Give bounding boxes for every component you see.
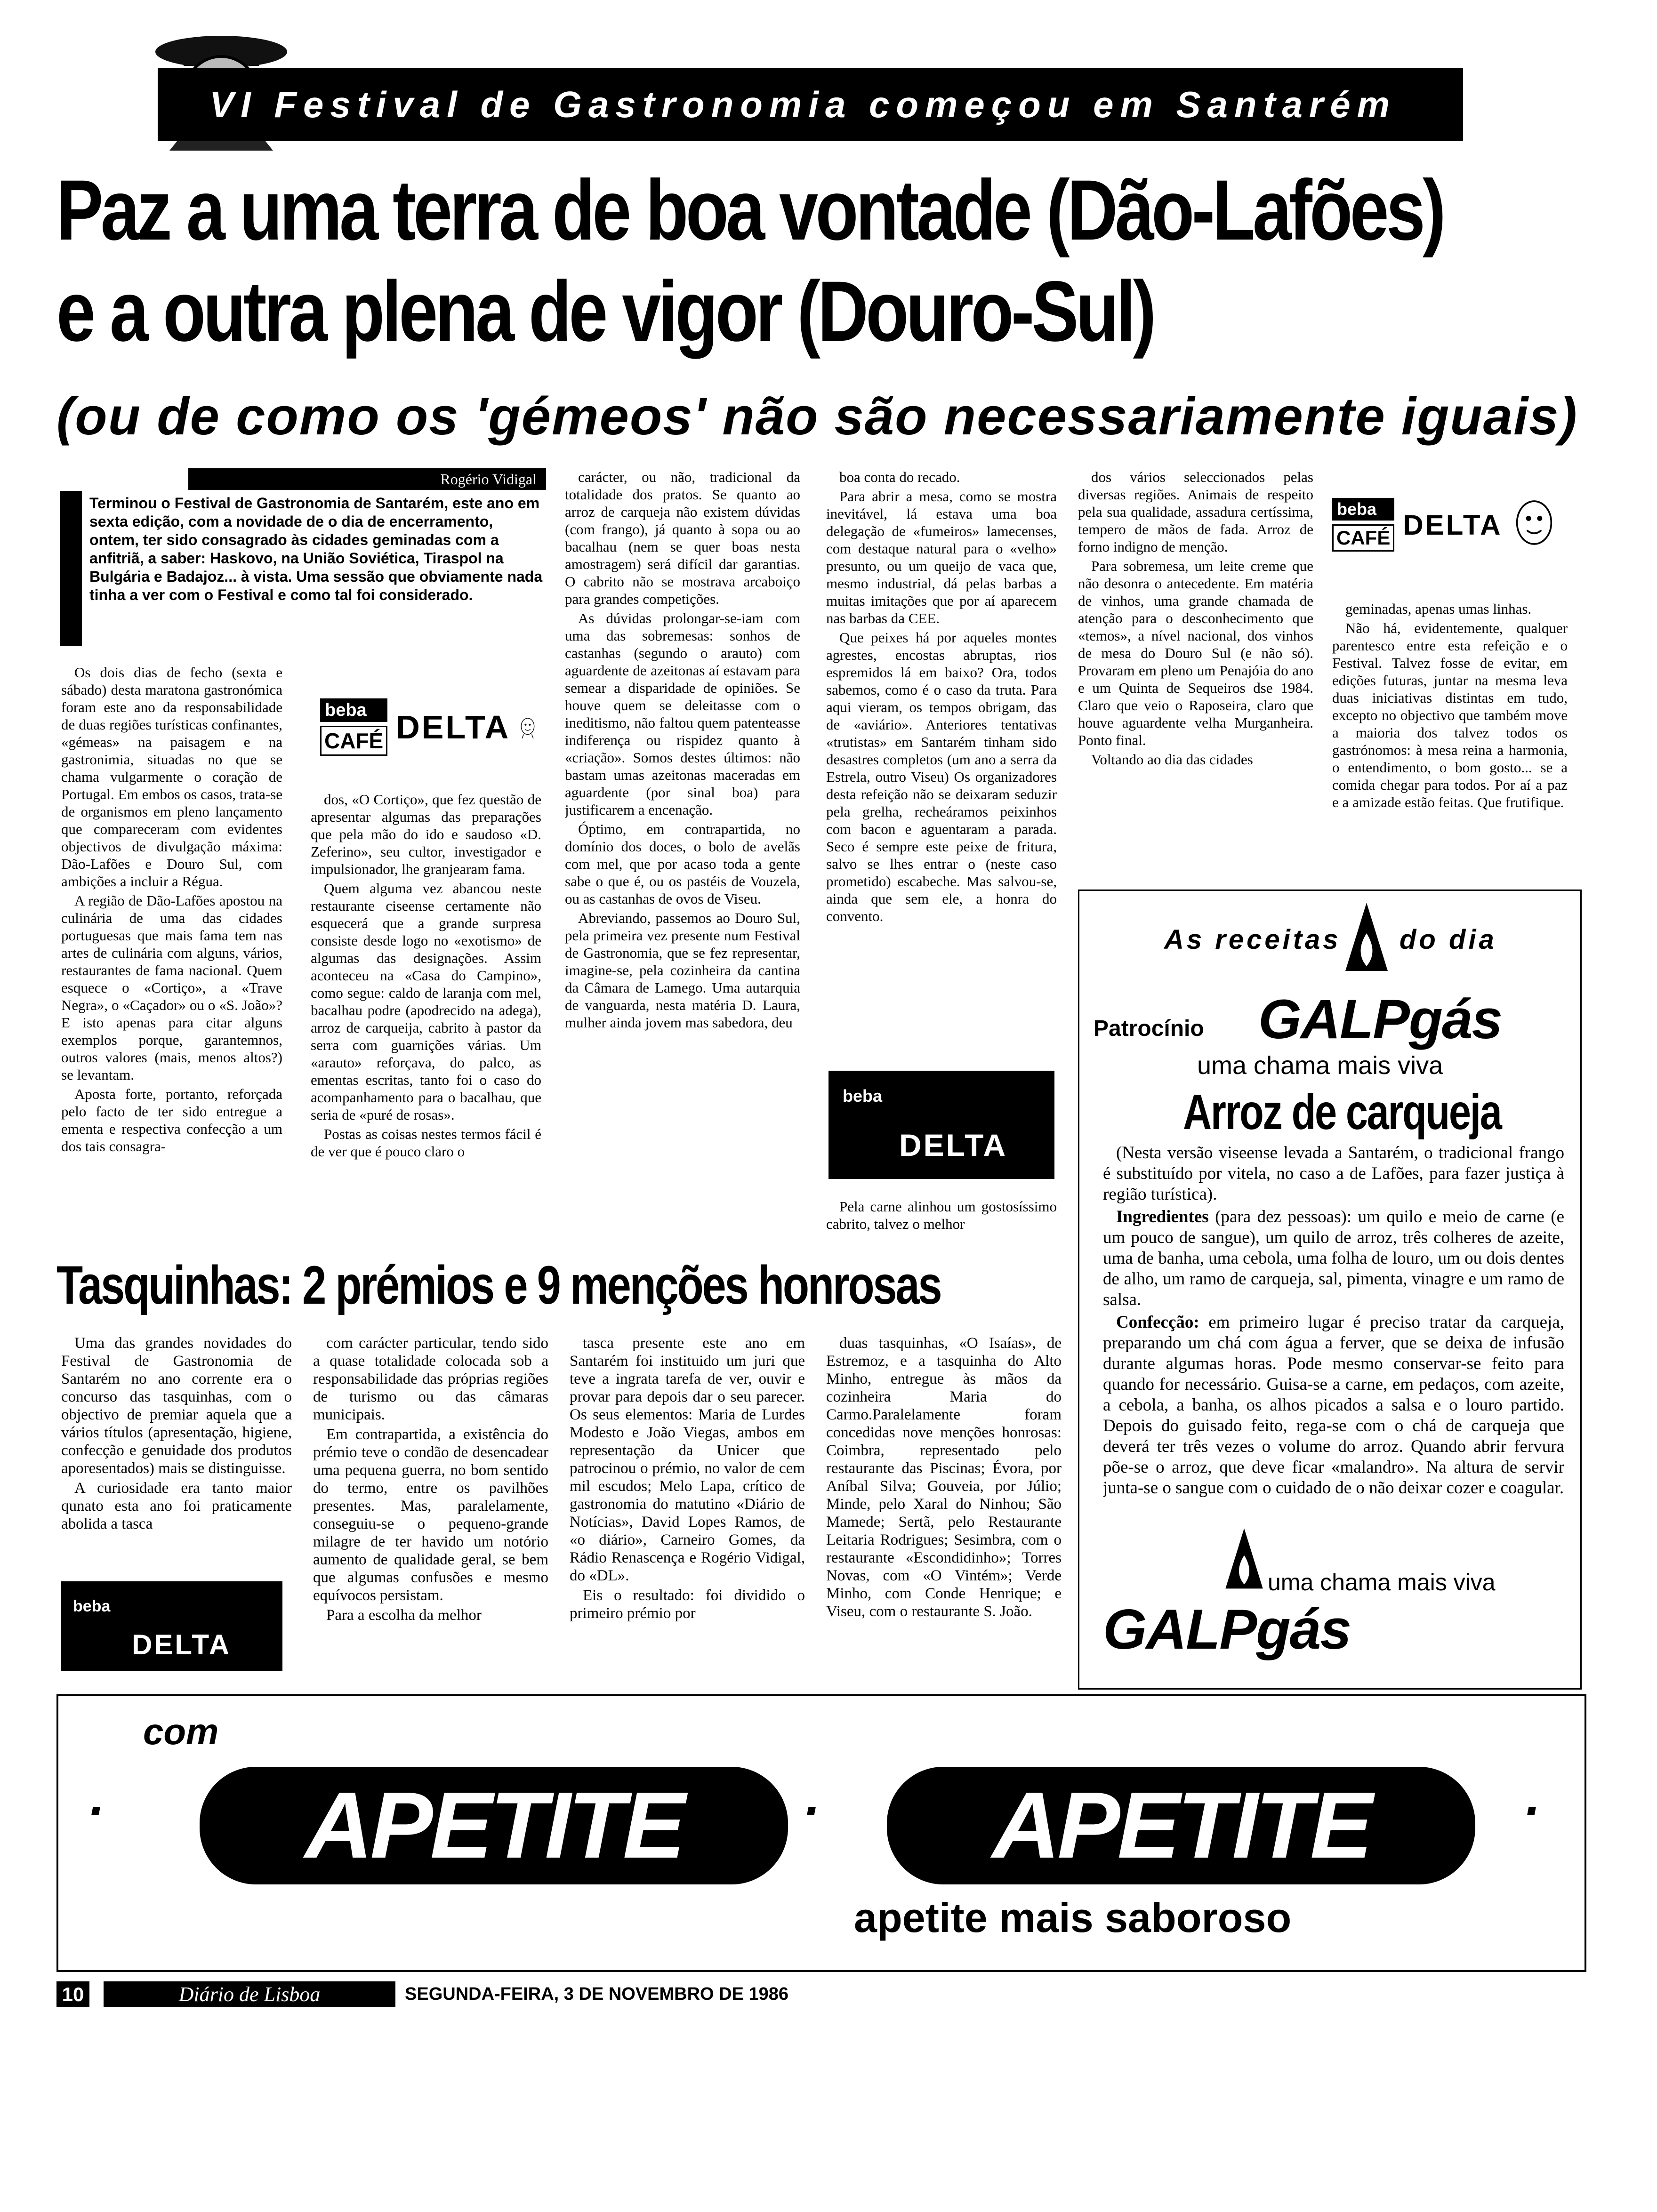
apetite-dot: · [1522, 1782, 1540, 1840]
byline: Rogério Vidigal [188, 468, 546, 490]
paragraph: A região de Dão-Lafões apostou na culinária de uma das cidades portuguesas que mais fama tem nas artes de culinária com alguns, vários, restaurantes de fama nacional. Quem esquece o «Cortiço», a «Trave Negra», o «Caçador» ou o «S. João»? E isto apenas para citar alguns exemplos porque, garantemnos, outros valores (mais, menos altos?) se levantam. [61, 892, 282, 1083]
paragraph: dos vários seleccionados pelas diversas regiões. Animais de respeito pela sua qualidade, assadura certíssima, tempero de mãos de fada. Arroz de forno indigno de menção. [1078, 469, 1313, 555]
paragraph: Voltando ao dia das cidades [1091, 751, 1253, 768]
ad-beba-label: beba [320, 698, 387, 722]
ad-beba-label: beba [838, 1085, 887, 1107]
ingredients-label: Ingredientes [1116, 1207, 1209, 1226]
article-column-3 [565, 468, 800, 1240]
recipe-intro: (Nesta versão viseense levada a Santarém, o tradicional frango é substituído por vitela, no caso a de Lafões, para fazer justiça à região turística). [1103, 1143, 1564, 1204]
drop-cap-bar [60, 491, 82, 646]
delta-coffee-ad-small [1332, 468, 1568, 581]
paragraph: Óptimo, em contrapartida, no domínio dos doces, o bolo de avelãs com mel, que por acaso toda a gente sabe o que é, ou os pastéis de Vouzela, ou as castanhas de ovos de Viseu. [565, 821, 800, 907]
article-column-4 [826, 468, 1057, 1052]
recipe-header-right: do dia [1400, 924, 1497, 955]
flame-icon [1221, 1526, 1268, 1597]
tasquinhas-column-1 [61, 1334, 292, 1574]
apetite-slogan: apetite mais saboroso [854, 1894, 1292, 1941]
headline-line-1: Paz a uma terra de boa vontade (Dão-Lafões) [56, 162, 1444, 258]
ingredients-text: (para dez pessoas): um quilo e meio de carne (e um pouco de sangue), um quilo de arroz, três colheres de azeite, uma de banha, uma cebola, uma folha de louro, um ou dois dentes de alho, um ramo de carqueja, sal, pimenta, vinagre e um ramo de salsa. [1103, 1207, 1564, 1309]
galp-brand-logo: GALPgás [1258, 988, 1502, 1050]
article-column-1 [61, 664, 282, 1238]
paragraph: Para a escolha da melhor [326, 1607, 482, 1624]
galp-footer-logo: GALPgás [1103, 1598, 1351, 1661]
paragraph: A curiosidade era tanto maior qunato esta ano foi praticamente abolida a tasca [61, 1480, 292, 1532]
coffee-mascot-icon [519, 692, 537, 762]
apetite-logo-2: APETITE [887, 1767, 1475, 1884]
paragraph: tasca presente este ano em Santarém foi instituido um juri que teve a ingrata tarefa de ver, ouvir e provar para depois dar o seu parecer. Os seus elementos: Maria de Lurdes Modesto e João Viegas, ambos em representação da Unicer que patrocinou o prémio, no valor de cem mil escudos; Melo Lapa, crítico de gastronomia do matutino «Diário de Notícias», David Lopes Ramos, de «o diário», Carneiro Gomes, da Rádio Renascença e Rogério Vidigal, do «DL». [570, 1335, 805, 1584]
paragraph: geminadas, apenas umas linhas. [1345, 601, 1532, 617]
paragraph: Postas as coisas nestes termos fácil é de ver que é pouco claro o [311, 1126, 541, 1160]
ad-beba-label: beba [1332, 498, 1394, 521]
page-footer [56, 1981, 1586, 2010]
issue-date: SEGUNDA-FEIRA, 3 DE NOVEMBRO DE 1986 [405, 1984, 789, 2004]
paragraph: duas tasquinhas, «O Isaías», de Estremoz, e a tasquinha do Alto Minho, entregue às mãos da cozinheira Maria do Carmo.Paralelamente foram concedidas nove menções honrosas: Coimbra, representado pelo restaurante das Piscinas; Évora, por Aníbal Silva; Gouveia, por Júlio; Minde, pelo Xaral do Ninhou; São Mamede; Sertã, pelo Restaurante Leitaria Rodrigues; Sesimbra, com o restaurante «Escondidinho»; Torres Novas, com «O Vintém»; Verde Minho, com Conde Henrique; e Viseu, com o restaurante S. João. [826, 1335, 1062, 1620]
sponsor-label: Patrocínio [1094, 1016, 1204, 1041]
paragraph: Para abrir a mesa, como se mostra inevitável, lá estava uma boa delegação de «fumeiros» lamecenses, com destaque natural para o «velho» presunto, ou um queijo de vaca que, mesmo industrial, dá pelas barbas a muitas imitações que por aí aparecem nas barbas da CEE. [826, 488, 1057, 626]
ad-delta-brand: DELTA [1403, 509, 1503, 541]
tasquinhas-column-3 [570, 1334, 805, 1673]
ad-delta-brand: DELTA [132, 1629, 232, 1660]
paragraph: dos, «O Cortiço», que fez questão de apresentar algumas das preparações que pela mão do ido e saudoso «D. Zeferino», seu cultor, investigador e impulsionador, lhe granjearam fama. [311, 791, 541, 877]
apetite-logo-1: APETITE [200, 1767, 788, 1884]
recipe-box [1078, 890, 1582, 1690]
lead-paragraph: Terminou o Festival de Gastronomia de Santarém, este ano em sexta edição, com a novidade de o dia de encerramento, ontem, ter sido consagrado às cidades geminadas com a anfitriã, a saber: Haskovo, na União Soviética, Tiraspol na Bulgária e Badajoz... à vista. Uma sessão que obviamente nada tinha a ver com o Festival e como tal foi considerado. [89, 495, 543, 603]
paragraph: com carácter particular, tendo sido a quase totalidade colocada sob a responsabilidade das próprias regiões de turismo ou das câmaras municipais. [313, 1335, 548, 1423]
paragraph: Pela carne alinhou um gostosíssimo cabrito, talvez o melhor [826, 1198, 1057, 1232]
headline-line-2: e a outra plena de vigor (Douro-Sul) [56, 263, 1154, 359]
recipe-text [1103, 1143, 1564, 1500]
section-banner: VI Festival de Gastronomia começou em Santarém [158, 68, 1463, 141]
apetite-com: com [143, 1711, 219, 1752]
ad-cafe-label: CAFÉ [1332, 524, 1394, 552]
ad-delta-brand: DELTA [899, 1128, 1008, 1162]
flame-icon [1341, 900, 1392, 980]
recipe-ingredients [1103, 1207, 1564, 1310]
ad-cafe-label: CAFÉ [320, 726, 387, 756]
tasquinhas-column-2 [313, 1334, 548, 1673]
paragraph: Abreviando, passemos ao Douro Sul, pela primeira vez presente num Festival de Gastronomia, que se fez representar, imagine-se, pela cozinheira da cantina da Câmara de Lamego. Uma autarquia de vanguarda, nesta matéria D. Laura, mulher ainda jovem mas sabedora, deu [565, 910, 800, 1031]
paragraph: As dúvidas prolongar-se-iam com uma das sobremesas: sonhos de castanhas (segundo o arauto) com aguardente de azeitonas aí estavam para semear a disparidade de opiniões. Se houve quem se deleitasse com o ineditismo, não faltou quem patenteasse indiferença ou rispidez quanto à «criação». Somos destes últimos: não bastam umas azeitonas maceradas em aguardente (por sinal boa) para justificarem a encenação. [565, 610, 800, 818]
article-column-6 [1332, 600, 1568, 878]
galp-tagline: uma chama mais viva [1197, 1051, 1443, 1080]
article-column-4-tail [826, 1198, 1057, 1240]
paragraph: Que peixes há por aqueles montes agrestes, encostas abruptas, rios espremidos lá em baixo? Ora, todos sabemos, como é o caso da truta. Para aqui vieram, os tempos obrigam, das de «aviário». Anteriores tentativas «trutistas» em Santarém tinham sido desastres completos (um ano a serra da Estrela, outro Viseu) Os organizadores desta refeição não se deixaram seduzir pela grelha, recheáramos peixinhos com bacon e aguentaram a parada. Seco é sempre este peixe de fritura, salvo se lhes entrar o (neste caso prometido) escabeche. Mas salvou-se, ainda que sem ele, a honra do convento. [826, 629, 1057, 924]
paragraph: Em contrapartida, a existência do prémio teve o condão de desencadear uma pequena guerra, no bom sentido do termo, entre os pavilhões presentes. Mas, paralelamente, conseguiu-se o pequeno-grande milagre de ter havido um notório aumento de qualidade geral, se bem que algumas confusões e mesmo equívocos persistam. [313, 1426, 548, 1604]
recipe-header-left: As receitas [1164, 924, 1341, 955]
article-column-5 [1078, 468, 1313, 873]
paragraph: Não há, evidentemente, qualquer parentesco entre esta refeição e o Festival. Talvez fosse de evitar, em edições futuras, juntar na mesma leva duas iniciativas distintas em tudo, excepto no objectivo que também move a maioria dos talvez todos os gastrónomos: à mesa reina a harmonia, o entendimento, o bom gosto... se a comida chegar para todos. Por aí a paz e a amizade estão feitas. Que frutifique. [1332, 620, 1568, 810]
subheadline: (ou de como os 'gémeos' não são necessariamente iguais) [56, 387, 1578, 446]
article-column-2 [311, 791, 541, 1238]
galp-footer-tagline: uma chama mais viva [1268, 1569, 1496, 1595]
paragraph: Os dois dias de fecho (sexta e sábado) desta maratona gastronómica foram este ano da responsabilidade de duas regiões turísticas confinantes, «gémeas» na paisagem e na gastronimia, situadas no que se chama vulgarmente o coração de Portugal. Em embos os casos, trata-se de organismos em pleno lançamento que compareceram com evidentes objectivos de divulgação máxima: Dão-Lafões e Douro Sul, com ambições a incluir a Régua. [61, 664, 282, 890]
paragraph: boa conta do recado. [839, 469, 960, 485]
delta-coffee-ad-dark [61, 1581, 282, 1671]
recipe-method [1103, 1312, 1564, 1499]
tasquinhas-title: Tasquinhas: 2 prémios e 9 menções honrosas [56, 1255, 941, 1315]
confeccao-label: Confecção: [1116, 1313, 1199, 1332]
paragraph: Uma das grandes novidades do Festival de Gastronomia de Santarém no ano corrente era o concurso das tasquinhas, com o objectivo de premiar aquela que a vários títulos (apresentação, higiene, confecção e genuidade dos produtos aporesentados) mais se distinguisse. [61, 1335, 292, 1477]
apetite-dot: · [87, 1782, 104, 1840]
paragraph: Eis o resultado: foi dividido o primeiro prémio por [570, 1587, 805, 1622]
ad-delta-brand: DELTA [396, 709, 511, 745]
paragraph: Para sobremesa, um leite creme que não desonra o antecedente. Em matéria de vinhos, uma grande chamada de atenção para o desconhecimento que «temos», a nível nacional, dos vinhos de mesa do Douro Sul (e não só). Provaram em pleno um Penajóia do ano e um Quinta de Sequeiros dse 1984. Claro que veio o Raposeira, claro que houve aguardente velha Murganheira. Ponto final. [1078, 558, 1313, 748]
delta-coffee-ad-dark [828, 1071, 1054, 1179]
page-number: 10 [56, 1981, 89, 2007]
paragraph: Aposta forte, portanto, reforçada pelo facto de ter sido entregue a ementa e respectiva confecção a um dos tais consagra- [61, 1086, 282, 1154]
ad-beba-label: beba [68, 1595, 115, 1617]
confeccao-text: em primeiro lugar é preciso tratar da carqueja, preparando um chá com água a ferver, que se deixa de infusão durante algumas horas. Pode mesmo conservar-se feito para quando for necessário. Guisa-se a carne, em pedaços, com azeite, a cebola, a banha, os alhos picados a salsa e o louro partido. Depois do guisado feito, rega-se com o chá de carqueja que deverá ter três vezes o volume do arroz. Quando abrir fervura põe-se o arroz, que deve ficar «malandro». Na altura de servir junta-se o sangue com o cuidado de o não deixar cozer e coagular. [1103, 1313, 1564, 1498]
tasquinhas-column-4 [826, 1334, 1062, 1673]
coffee-mascot-icon [1511, 489, 1558, 560]
recipe-title: Arroz de carqueja [1183, 1084, 1501, 1140]
delta-coffee-ad [320, 680, 537, 774]
apetite-dot: · [802, 1782, 820, 1840]
paragraph: carácter, ou não, tradicional da totalidade dos pratos. Se quanto ao arroz de carqueja não existem dúvidas (com frango), já quanto à sopa ou ao bacalhau (nem se quer boas nesta amostragem) será difícil dar garantias. O cabrito não se mostrava arcaboiço para grandes competições. [565, 469, 800, 607]
apetite-ad [56, 1694, 1586, 1972]
newspaper-name: Diário de Lisboa [104, 1981, 395, 2007]
paragraph: Quem alguma vez abancou neste restaurante ciseense certamente não esquecerá que a grande surpresa consiste desde logo no «exotismo» de algumas das designações. Assim aconteceu na «Casa do Campino», como segue: caldo de laranja com mel, bacalhau podre (apodrecido na adega), arroz de carqueija, cabrito à pastor da serra com guarnições várias. Um «arauto» reforçava, do palco, as ementas escritas, tanto foi o caso do acompanhamento para o bacalhau, que seria de «puré de rosas». [311, 880, 541, 1123]
